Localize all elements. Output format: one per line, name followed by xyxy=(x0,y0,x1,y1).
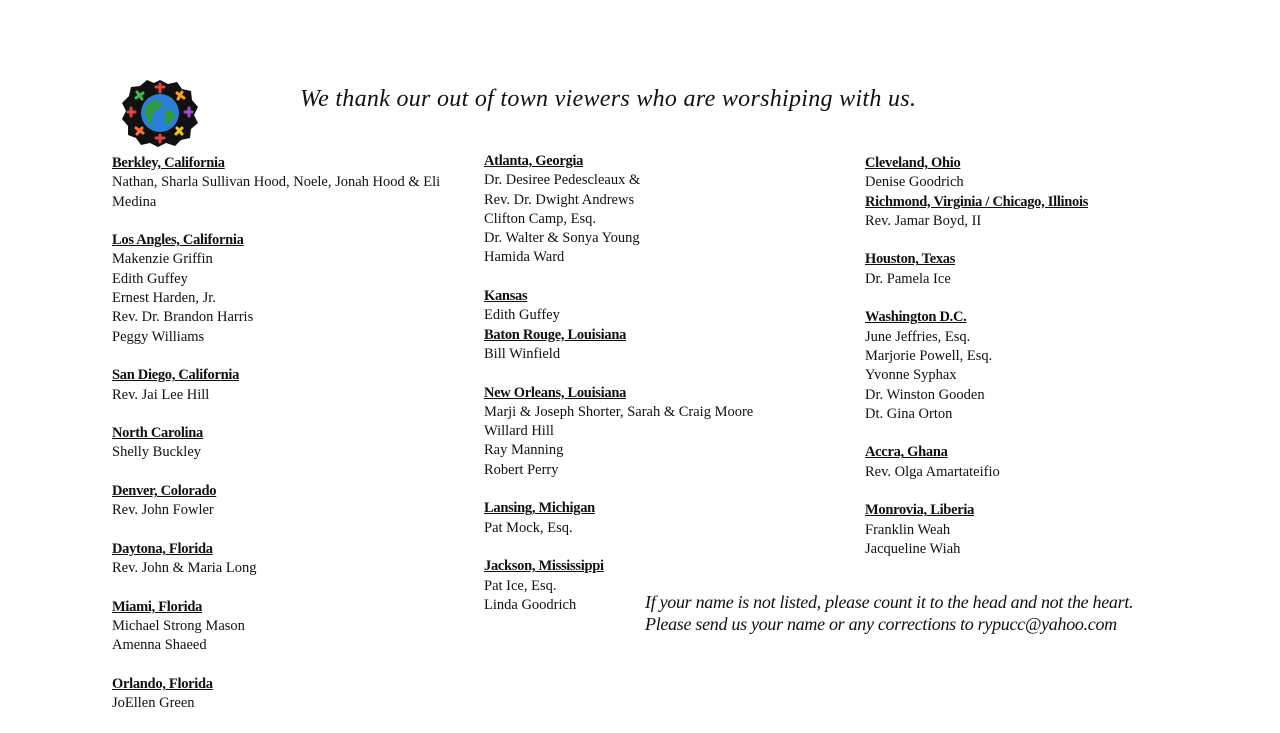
viewer-name: Edith Guffey xyxy=(484,307,560,324)
viewer-name: Pat Ice, Esq. xyxy=(484,577,557,594)
viewer-name: Denise Goodrich xyxy=(865,174,964,191)
viewer-name: Rev. Jai Lee Hill xyxy=(112,386,210,403)
location-heading: North Carolina xyxy=(112,425,203,442)
column-central xyxy=(484,152,824,634)
viewer-name: Dt. Gina Orton xyxy=(865,405,953,422)
viewer-name: Makenzie Griffin xyxy=(112,251,213,268)
viewer-name: Nathan, Sharla Sullivan Hood, Noele, Jonah Hood & Eli Medina xyxy=(112,174,441,210)
location-group xyxy=(112,540,472,579)
location-heading: Orlando, Florida xyxy=(112,676,213,693)
viewer-name: Dr. Winston Gooden xyxy=(865,386,985,403)
location-heading: Washington D.C. xyxy=(865,309,967,326)
viewer-name: Willard Hill xyxy=(484,423,554,440)
viewer-name: June Jeffries, Esq. xyxy=(865,328,971,345)
viewer-name: Bill Winfield xyxy=(484,345,561,362)
viewer-name: Amenna Shaeed xyxy=(112,637,207,654)
location-group xyxy=(865,193,1195,232)
location-heading: Baton Rouge, Louisiana xyxy=(484,326,627,343)
location-group xyxy=(112,154,472,212)
viewer-name: Rev. Dr. Dwight Andrews xyxy=(484,191,635,208)
location-heading: Denver, Colorado xyxy=(112,483,217,500)
location-group xyxy=(865,154,1195,193)
location-heading: Atlanta, Georgia xyxy=(484,153,584,169)
location-heading: Richmond, Virginia / Chicago, Illinois xyxy=(865,193,1089,210)
globe-with-children-icon xyxy=(120,78,200,148)
column-east xyxy=(865,154,1195,579)
location-heading: Daytona, Florida xyxy=(112,540,213,557)
viewer-name: Jacqueline Wiah xyxy=(865,540,961,557)
viewer-name: Rev. John & Maria Long xyxy=(112,560,257,577)
location-group xyxy=(865,308,1195,424)
page-title: We thank our out of town viewers who are worshiping with us. xyxy=(300,86,917,112)
viewer-name: Ernest Harden, Jr. xyxy=(112,290,216,307)
viewer-name: Michael Strong Mason xyxy=(112,618,245,635)
viewer-name: Dr. Walter & Sonya Young xyxy=(484,230,640,247)
viewer-name: Yvonne Syphax xyxy=(865,367,957,384)
location-group xyxy=(112,598,472,656)
location-group xyxy=(112,231,472,347)
note-line-2: Please send us your name or any corrections to rypucc@yahoo.com xyxy=(645,614,1117,634)
location-heading: New Orleans, Louisiana xyxy=(484,384,627,401)
location-heading: Monrovia, Liberia xyxy=(865,502,975,519)
location-group xyxy=(112,482,472,521)
location-heading: Jackson, Mississippi xyxy=(484,558,604,575)
viewer-name: Rev. John Fowler xyxy=(112,502,214,519)
viewer-name: Pat Mock, Esq. xyxy=(484,519,573,536)
location-heading: Berkley, California xyxy=(112,155,225,171)
location-group xyxy=(112,366,472,405)
location-group xyxy=(112,424,472,463)
note xyxy=(645,591,1133,635)
column-west xyxy=(112,154,472,733)
location-heading: Los Angles, California xyxy=(112,232,244,249)
location-heading: Houston, Texas xyxy=(865,251,956,268)
viewer-name: Dr. Desiree Pedescleaux & xyxy=(484,172,641,189)
location-group xyxy=(865,443,1195,482)
location-group xyxy=(484,384,824,480)
viewer-name: Linda Goodrich xyxy=(484,596,577,613)
viewer-name: Franklin Weah xyxy=(865,521,951,538)
viewer-name: Hamida Ward xyxy=(484,249,565,266)
viewer-name: Shelly Buckley xyxy=(112,444,202,461)
location-group xyxy=(112,675,472,714)
viewer-name: Rev. Jamar Boyd, II xyxy=(865,212,982,229)
viewer-name: Dr. Pamela Ice xyxy=(865,270,951,287)
location-group xyxy=(484,499,824,538)
viewer-name: Clifton Camp, Esq. xyxy=(484,210,596,227)
viewer-name: Peggy Williams xyxy=(112,328,205,345)
location-group xyxy=(865,250,1195,289)
location-heading: Accra, Ghana xyxy=(865,444,948,461)
location-group xyxy=(484,152,824,268)
location-heading: Cleveland, Ohio xyxy=(865,155,961,171)
note-line-1: If your name is not listed, please count it to the head and not the heart. xyxy=(645,592,1134,612)
location-heading: Kansas xyxy=(484,288,528,305)
viewer-name: Marjorie Powell, Esq. xyxy=(865,347,993,364)
location-heading: Lansing, Michigan xyxy=(484,500,595,517)
location-group xyxy=(484,326,824,365)
viewer-name: Rev. Olga Amartateifio xyxy=(865,463,1000,480)
location-heading: San Diego, California xyxy=(112,367,240,384)
viewer-name: JoEllen Green xyxy=(112,695,195,712)
location-heading: Miami, Florida xyxy=(112,598,203,615)
viewer-name: Robert Perry xyxy=(484,461,559,478)
viewer-name: Rev. Dr. Brandon Harris xyxy=(112,309,254,326)
viewer-name: Marji & Joseph Shorter, Sarah & Craig Moore xyxy=(484,403,754,420)
viewer-name: Edith Guffey xyxy=(112,270,188,287)
viewer-name: Ray Manning xyxy=(484,442,564,459)
location-group xyxy=(484,287,824,326)
location-group xyxy=(865,501,1195,559)
